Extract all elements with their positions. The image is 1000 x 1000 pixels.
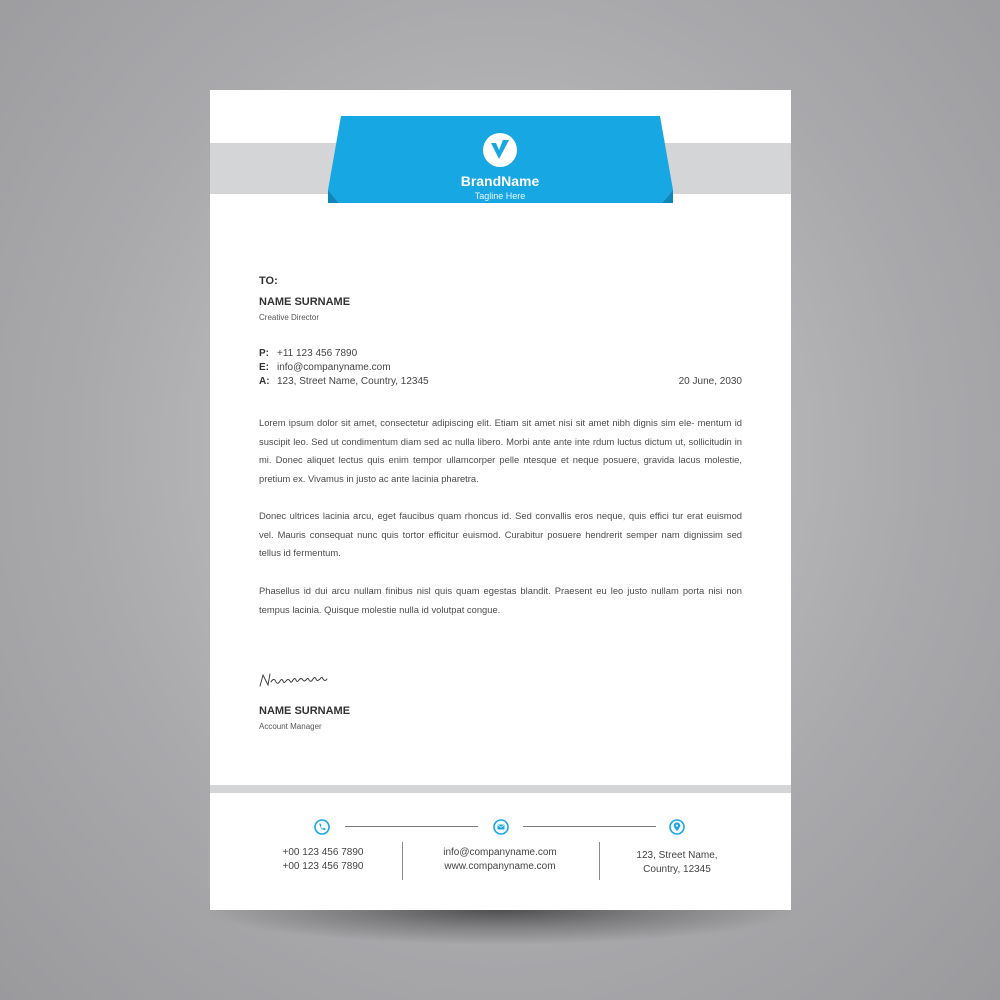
signer-name: NAME SURNAME [259, 705, 351, 717]
contact-email [259, 362, 391, 373]
location-pin-icon [669, 819, 685, 835]
v-check-logo-icon [482, 132, 518, 168]
body-paragraph-3: Phasellus id dui arcu nullam finibus nisl quis quam egestas blandit. Praesent eu leo justo nullam porta nisi non tempus lacinia. Quisque molestie nulla id volutpat congue. [259, 585, 742, 615]
footer-website: www.companyname.com [444, 861, 556, 872]
address-label: A: [259, 376, 270, 387]
handwritten-signature [259, 670, 339, 690]
body-paragraph-2: Donec ultrices lacinia arcu, eget faucibus quam rhoncus id. Sed convallis eros neque, quis effici tur erat euismod vel. Mauris consequat nunc quis tortor efficitur euismod. Curabitur posuere hendrerit semper nam dignissim sed tellus id fermentum. [259, 510, 742, 558]
footer-email-block [420, 846, 580, 874]
signer-title: Account Manager [259, 722, 322, 731]
brand-tagline: Tagline Here [474, 191, 526, 201]
body-paragraph-1: Lorem ipsum dolor sit amet, consectetur adipiscing elit. Etiam sit amet nisi sit amet nibh dignis sim ele- mentum id suscipit leo. Sed ut condimentum diam sed ac nulla libero. Morbi ante ante inte rdum luctus dictum ut, sollicitudin in mi. Donec aliquet lectus quis enim tempor ullamcorper pelle ntesque et neque posuere, gravida lacus molestie, pretium ex. Vivamus in justo ac ante lacinia pharetra. [259, 417, 742, 484]
to-label: TO: [259, 275, 278, 287]
footer-vertical-divider [402, 842, 403, 880]
footer-gray-band [210, 785, 791, 793]
letterhead-page [210, 90, 791, 910]
footer-phone-block [260, 846, 386, 874]
footer-divider-line [345, 826, 478, 827]
contact-phone [259, 348, 357, 359]
email-value: info@companyname.com [277, 362, 391, 373]
footer-email: info@companyname.com [443, 847, 557, 858]
contact-address [259, 376, 429, 387]
address-value: 123, Street Name, Country, 12345 [277, 376, 429, 387]
phone-label: P: [259, 348, 269, 359]
footer-address-block [610, 849, 744, 877]
footer-vertical-divider [599, 842, 600, 880]
email-label: E: [259, 362, 269, 373]
footer-address-2: Country, 12345 [643, 864, 711, 875]
email-icon [493, 819, 509, 835]
recipient-name: NAME SURNAME [259, 296, 351, 308]
footer-phone-2: +00 123 456 7890 [282, 861, 364, 872]
letter-date: 20 June, 2030 [678, 376, 742, 387]
footer-phone-1: +00 123 456 7890 [282, 847, 364, 858]
page-shadow [200, 905, 800, 945]
phone-value: +11 123 456 7890 [277, 348, 358, 359]
recipient-title: Creative Director [259, 313, 320, 322]
phone-icon [314, 819, 330, 835]
footer-address-1: 123, Street Name, [636, 850, 718, 861]
brand-name: BrandName [460, 173, 540, 189]
footer-divider-line [523, 826, 656, 827]
